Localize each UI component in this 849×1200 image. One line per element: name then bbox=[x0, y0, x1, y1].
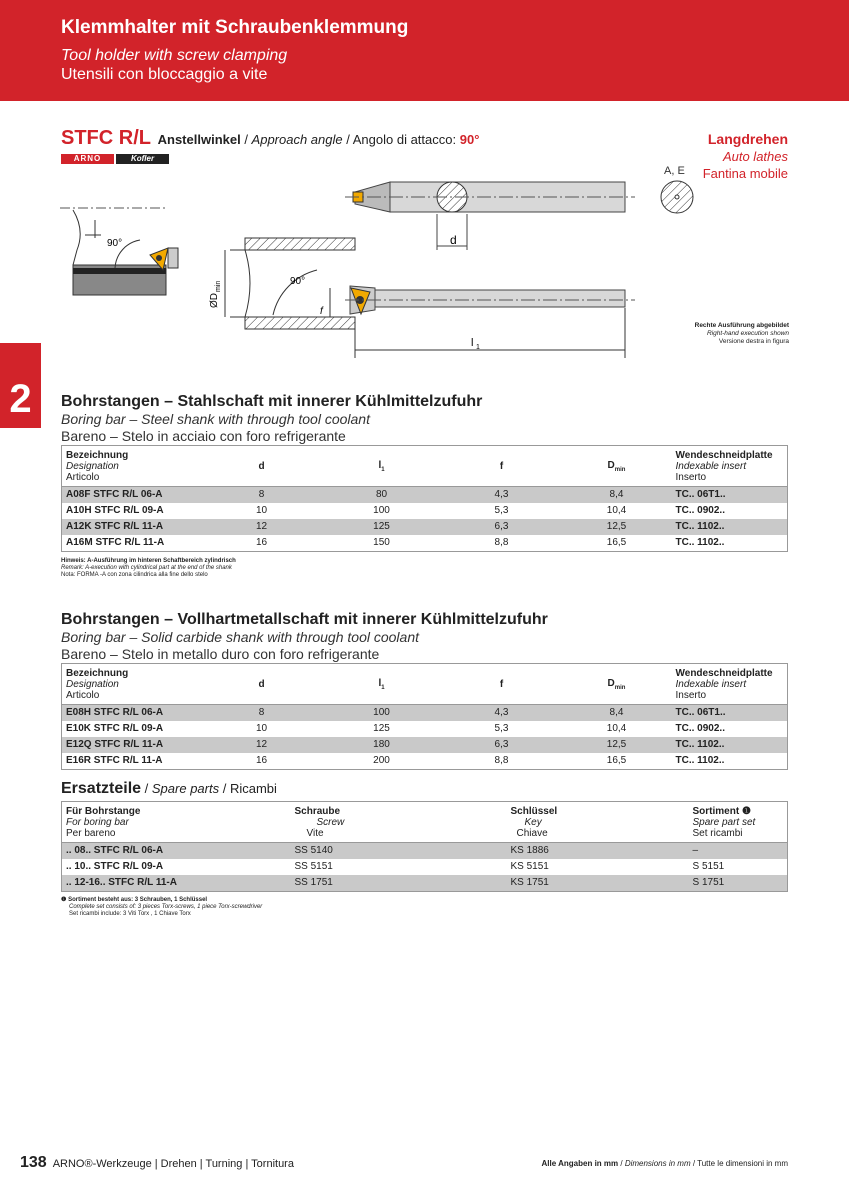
footer-units-note: Alle Angaben in mm / Dimensions in mm / Tutte le dimensioni in mm bbox=[541, 1159, 788, 1168]
svg-text:ØD: ØD bbox=[209, 293, 220, 308]
table-row: E16R STFC R/L 11-A 16 200 8,8 16,5 TC.. 1102.. bbox=[62, 753, 788, 770]
l1-sub-label: 1 bbox=[476, 344, 480, 351]
table-row: A10H STFC R/L 09-A 10 100 5,3 10,4 TC.. 0902.. bbox=[62, 503, 788, 519]
table-row: E10K STFC R/L 09-A 10 125 5,3 10,4 TC.. 0902.. bbox=[62, 721, 788, 737]
spare-parts-note: ❶ Sortiment besteht aus: 3 Schrauben, 1 Schlüssel Complete set consists of: 3 pieces Torx-screws, 1 piece Torx-screwdriver Set ricambi include: 3 Viti Torx , 1 Chiave Torx bbox=[61, 897, 263, 917]
ae-label: A, E bbox=[664, 165, 685, 177]
table-row: A16M STFC R/L 11-A 16 150 8,8 16,5 TC.. 1102.. bbox=[62, 535, 788, 552]
table-row: E08H STFC R/L 06-A 8 100 4,3 8,4 TC.. 06T1.. bbox=[62, 705, 788, 722]
spare-parts-title: Ersatzteile / Spare parts / Ricambi bbox=[61, 780, 277, 797]
table-row: .. 08.. STFC R/L 06-A SS 5140 KS 1886 – bbox=[62, 843, 788, 860]
arno-logo: ARNO bbox=[61, 154, 114, 164]
d-label: d bbox=[450, 233, 457, 247]
section1-subtitle-en: Boring bar – Steel shank with through tool coolant bbox=[61, 411, 370, 427]
page-header bbox=[0, 0, 849, 101]
angle-value: 90° bbox=[459, 132, 480, 147]
page-footer bbox=[20, 1154, 294, 1172]
top-bar-view bbox=[345, 182, 635, 250]
section1-subtitle-it: Bareno – Stelo in acciaio con foro refrigerante bbox=[61, 428, 346, 444]
technical-drawing bbox=[55, 180, 795, 360]
corner-view bbox=[60, 208, 178, 295]
table-row: A08F STFC R/L 06-A 8 80 4,3 8,4 TC.. 06T1.. bbox=[62, 487, 788, 504]
spare-parts-table bbox=[61, 801, 788, 892]
bore-view bbox=[225, 238, 635, 358]
carbide-shank-table bbox=[61, 663, 788, 770]
l1-label: l bbox=[471, 337, 474, 349]
footer-breadcrumb: ARNO®-Werkzeuge | Drehen | Turning | Tornitura bbox=[52, 1158, 294, 1170]
kofler-logo: Kofler bbox=[116, 154, 169, 164]
page-number: 138 bbox=[20, 1154, 47, 1171]
section2-subtitle-en: Boring bar – Solid carbide shank with through tool coolant bbox=[61, 629, 419, 645]
svg-text:min: min bbox=[215, 280, 222, 292]
angle-label-de: Anstellwinkel bbox=[157, 132, 241, 147]
chapter-tab: 2 bbox=[0, 343, 41, 428]
dmin-label bbox=[209, 281, 222, 308]
application-en: Auto lathes bbox=[722, 149, 788, 164]
f-label: f bbox=[320, 306, 323, 317]
right-hand-note: Rechte Ausführung abgebildet Right-hand execution shown Versione destra in figura bbox=[694, 322, 789, 345]
product-line: STFC R/L Anstellwinkel / Approach angle / Angolo di attacco: 90° bbox=[61, 127, 480, 149]
table-row: A12K STFC R/L 11-A 12 125 6,3 12,5 TC.. 1102.. bbox=[62, 519, 788, 535]
application-it: Fantina mobile bbox=[702, 166, 788, 181]
application-block bbox=[703, 131, 788, 182]
angle-label-it: Angolo di attacco: bbox=[352, 132, 457, 147]
table-header-row: Bezeichnung Designation Articolo d $l_1$ f $D_{min}$ Wendeschneidplatte Indexable insert Inserto bbox=[62, 664, 788, 705]
section1-note: Hinweis: A-Ausführung im hinteren Schaftbereich zylindrisch Remark: A-execution with cylindrical part at the end of the shank Nota: FORMA -A con zona cilindrica alla fine dello stelo bbox=[61, 558, 236, 578]
header-title-it: Utensili con bloccaggio a vite bbox=[61, 66, 268, 83]
table-row: E12Q STFC R/L 11-A 12 180 6,3 12,5 TC.. 1102.. bbox=[62, 737, 788, 753]
section1-title: Bohrstangen – Stahlschaft mit innerer Kühlmittelzufuhr bbox=[61, 393, 483, 410]
steel-shank-table bbox=[61, 445, 788, 552]
angle-label-2: 90° bbox=[290, 276, 306, 287]
table-header-row: Für Bohrstange For boring bar Per bareno Schraube Screw Vite Schlüssel Key Chiave Sortiment ❶ Spare part set Set ricambi bbox=[62, 802, 788, 843]
product-code: STFC R/L bbox=[61, 127, 151, 149]
end-view bbox=[661, 181, 693, 213]
header-title-de: Klemmhalter mit Schraubenklemmung bbox=[61, 17, 409, 38]
application-de: Langdrehen bbox=[707, 131, 788, 147]
section2-subtitle-it: Bareno – Stelo in metallo duro con foro refrigerante bbox=[61, 646, 380, 662]
angle-label-en: Approach angle bbox=[251, 132, 343, 147]
table-row: .. 12-16.. STFC R/L 11-A SS 1751 KS 1751 S 1751 bbox=[62, 875, 788, 892]
header-title-en: Tool holder with screw clamping bbox=[61, 47, 288, 64]
section2-title: Bohrstangen – Vollhartmetallschaft mit innerer Kühlmittelzufuhr bbox=[61, 611, 548, 628]
table-row: .. 10.. STFC R/L 09-A SS 5151 KS 5151 S 5151 bbox=[62, 859, 788, 875]
table-header-row: Bezeichnung Designation Articolo d $l_1$ f $D_{min}$ Wendeschneidplatte Indexable insert Inserto bbox=[62, 446, 788, 487]
angle-label-1: 90° bbox=[107, 238, 123, 249]
